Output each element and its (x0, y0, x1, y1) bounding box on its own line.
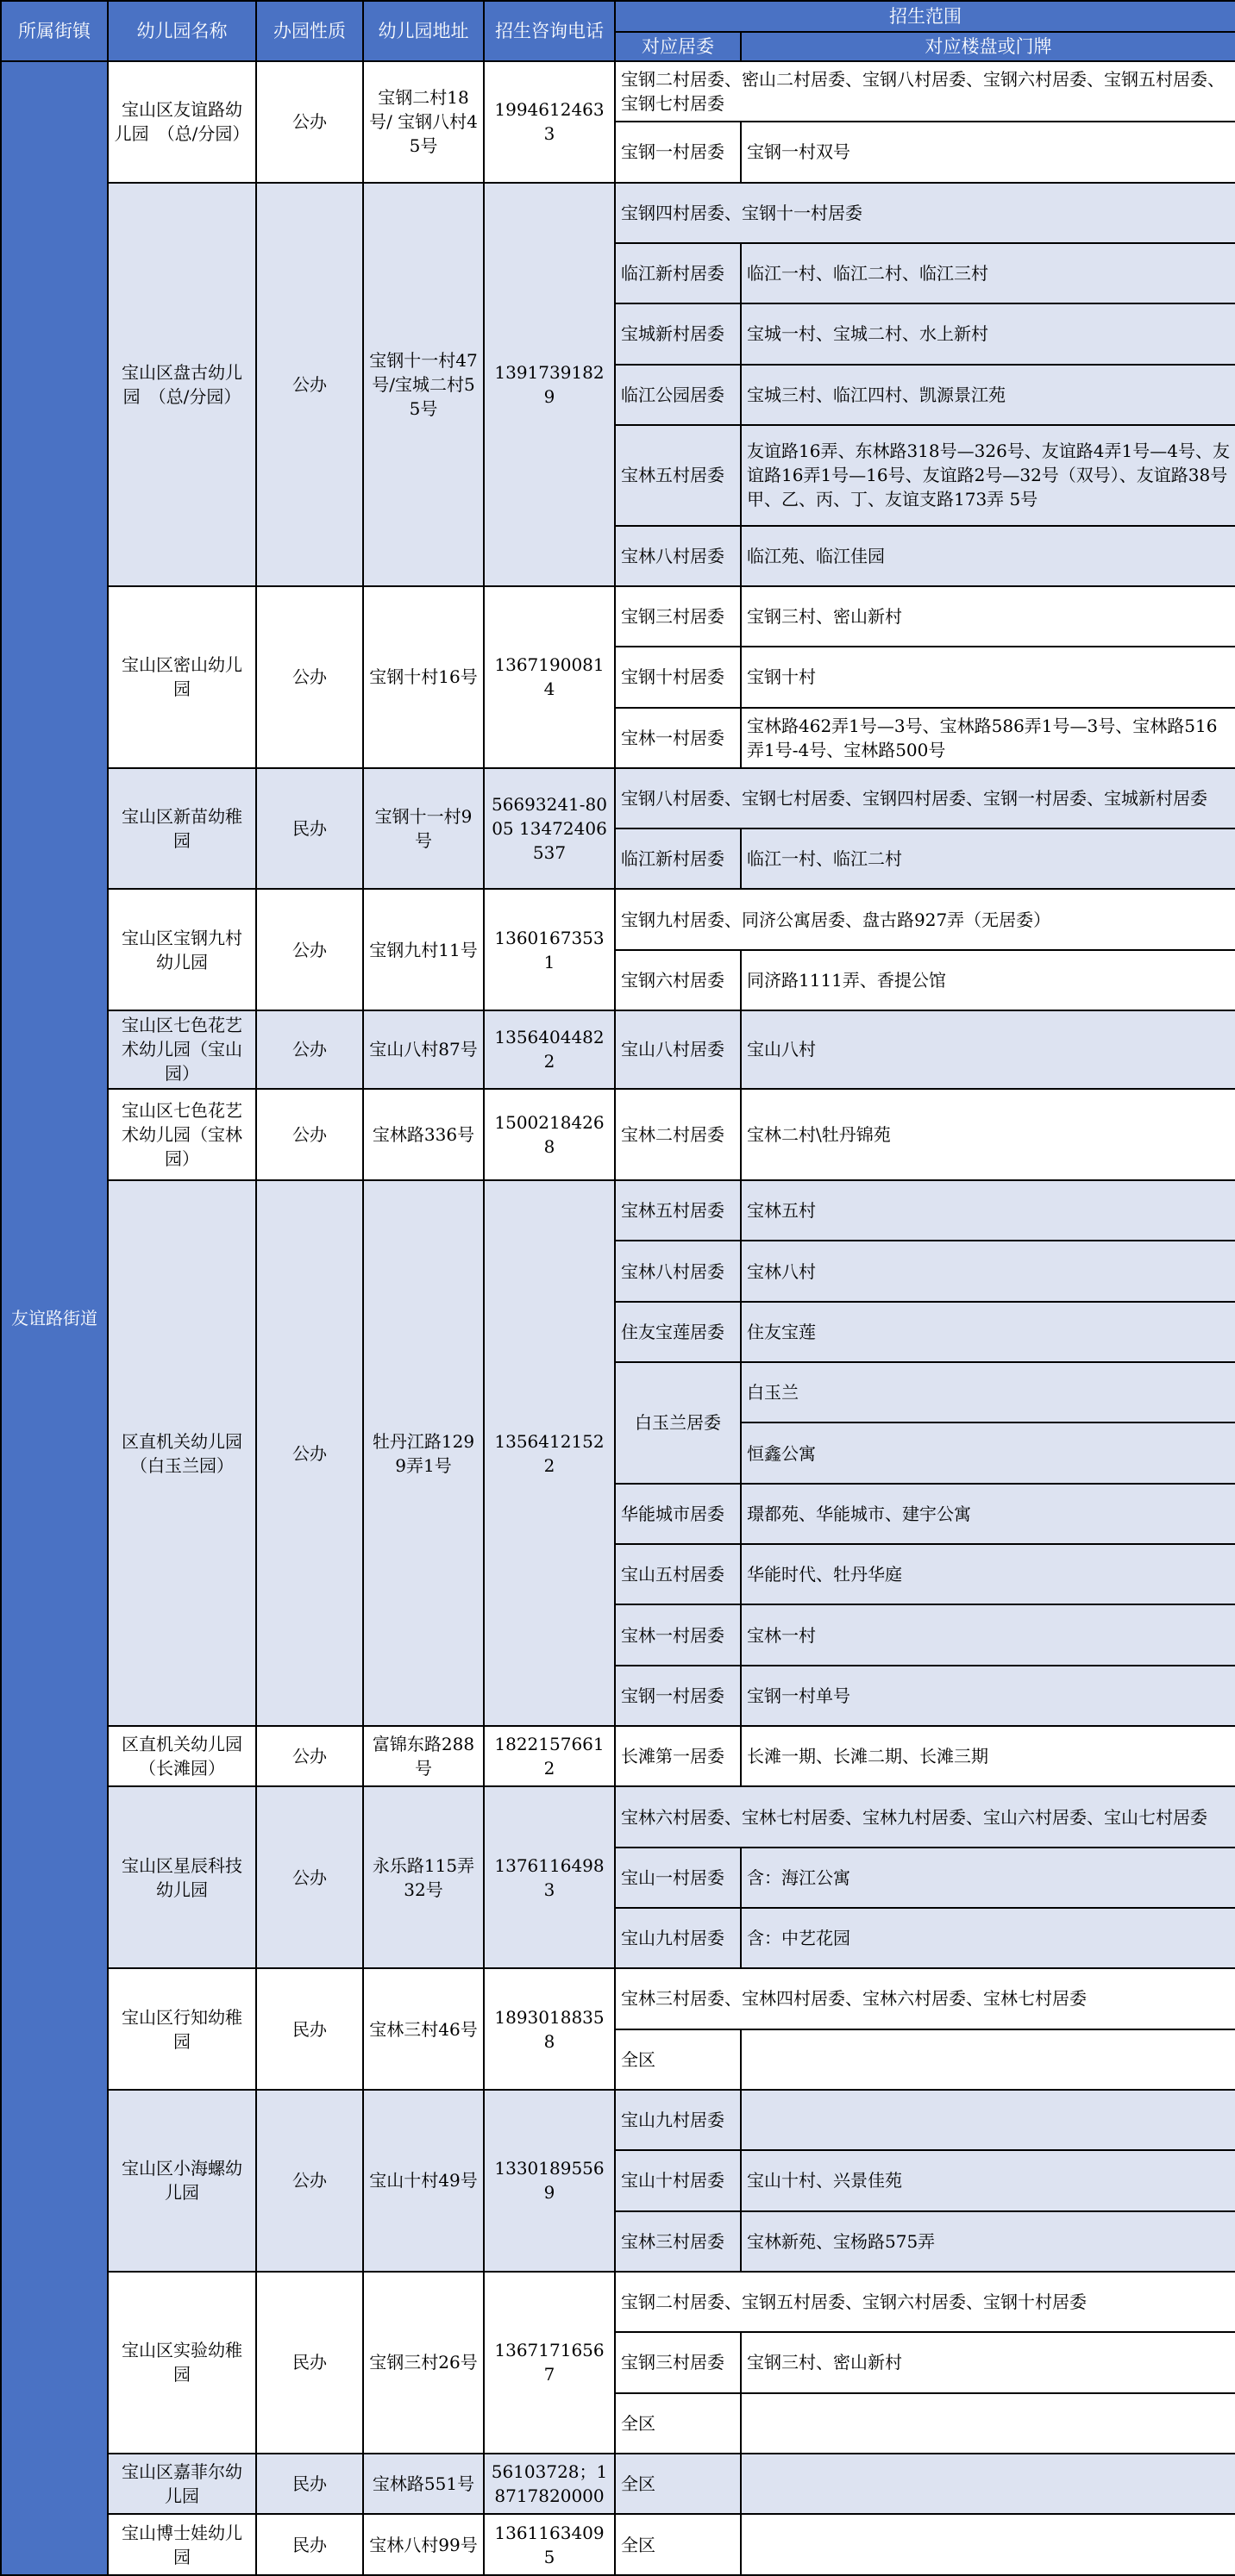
buildings-cell (741, 2029, 1235, 2090)
buildings-cell: 临江一村、临江二村、临江三村 (741, 243, 1235, 303)
kindergarten-address: 宝山八村87号 (363, 1010, 484, 1088)
buildings-cell (741, 2090, 1235, 2150)
buildings-cell: 宝林二村\牡丹锦苑 (741, 1089, 1235, 1181)
committee-cell: 宝山九村居委 (615, 2090, 741, 2150)
committee-cell: 宝山五村居委 (615, 1544, 741, 1604)
table-row (1, 1089, 1235, 1181)
buildings-cell: 同济路1111弄、香提公馆 (741, 950, 1235, 1010)
committee-cell: 宝林八村居委 (615, 1241, 741, 1301)
header-buildings: 对应楼盘或门牌 (741, 32, 1235, 61)
kindergarten-address: 宝林路336号 (363, 1089, 484, 1181)
buildings-cell: 宝钢一村双号 (741, 122, 1235, 182)
kindergarten-phone: 13611634095 (484, 2514, 615, 2575)
kindergarten-name: 宝山博士娃幼儿园 (108, 2514, 256, 2575)
kindergarten-name: 宝山区行知幼稚园 (108, 1968, 256, 2090)
committee-cell: 华能城市居委 (615, 1484, 741, 1544)
table-row (1, 2090, 1235, 2150)
buildings-cell: 友谊路16弄、东林路318号—326号、友谊路4弄1号—4号、友谊路16弄1号—16号、友谊路2号—32号（双号）、友谊路38号甲、乙、丙、丁、友谊支路173弄 5号 (741, 425, 1235, 526)
buildings-cell: 长滩一期、长滩二期、长滩三期 (741, 1726, 1235, 1786)
kindergarten-nature: 公办 (256, 1180, 363, 1726)
kindergarten-address: 宝山十村49号 (363, 2090, 484, 2272)
buildings-cell: 宝林八村 (741, 1241, 1235, 1301)
table-row (1, 586, 1235, 647)
committee-cell: 宝林八村居委 (615, 526, 741, 586)
committee-cell: 宝钢九村居委、同济公寓居委、盘古路927弄（无居委） (615, 889, 1235, 949)
buildings-cell: 宝林五村 (741, 1180, 1235, 1241)
kindergarten-nature: 民办 (256, 2272, 363, 2454)
committee-cell: 临江新村居委 (615, 828, 741, 889)
kindergarten-phone: 13761164983 (484, 1786, 615, 1968)
table-row (1, 1726, 1235, 1786)
committee-cell: 宝钢四村居委、宝钢十一村居委 (615, 183, 1235, 243)
committee-cell: 宝钢八村居委、宝钢七村居委、宝钢四村居委、宝钢一村居委、宝城新村居委 (615, 768, 1235, 828)
committee-cell: 全区 (615, 2393, 741, 2454)
committee-cell: 全区 (615, 2514, 741, 2575)
table-row (1, 61, 1235, 122)
committee-cell: 宝林二村居委 (615, 1089, 741, 1181)
committee-cell: 宝林六村居委、宝林七村居委、宝林九村居委、宝山六村居委、宝山七村居委 (615, 1786, 1235, 1847)
buildings-cell: 宝山十村、兴景佳苑 (741, 2150, 1235, 2210)
kindergarten-address: 宝钢九村11号 (363, 889, 484, 1010)
header-row-1 (1, 1, 1235, 32)
kindergarten-phone: 13671716567 (484, 2272, 615, 2454)
table-row (1, 1010, 1235, 1088)
kindergarten-address: 宝钢十村16号 (363, 586, 484, 768)
header-phone: 招生咨询电话 (484, 1, 615, 61)
header-scope: 招生范围 (615, 1, 1235, 32)
table-row (1, 183, 1235, 243)
committee-cell: 宝山八村居委 (615, 1010, 741, 1088)
table-row (1, 2454, 1235, 2514)
kindergarten-name: 宝山区实验幼稚园 (108, 2272, 256, 2454)
committee-cell: 宝城新村居委 (615, 303, 741, 364)
table-row (1, 2272, 1235, 2332)
kindergarten-address: 宝钢二村18号/ 宝钢八村45号 (363, 61, 484, 183)
committee-cell: 宝山一村居委 (615, 1848, 741, 1908)
buildings-cell: 宝钢一村单号 (741, 1666, 1235, 1726)
buildings-cell: 宝钢十村 (741, 647, 1235, 707)
buildings-cell: 璟都苑、华能城市、建宇公寓 (741, 1484, 1235, 1544)
kindergarten-nature: 民办 (256, 768, 363, 890)
kindergarten-nature: 民办 (256, 2514, 363, 2575)
committee-cell: 宝林三村居委 (615, 2211, 741, 2272)
kindergarten-nature: 公办 (256, 183, 363, 586)
buildings-cell: 宝林路462弄1号—3号、宝林路586弄1号—3号、宝林路516弄1号-4号、宝林路500号 (741, 708, 1235, 768)
kindergarten-nature: 公办 (256, 889, 363, 1010)
table-row (1, 1968, 1235, 2029)
committee-cell: 宝钢六村居委 (615, 950, 741, 1010)
buildings-cell: 宝钢三村、密山新村 (741, 2332, 1235, 2392)
kindergarten-name: 宝山区小海螺幼儿园 (108, 2090, 256, 2272)
street-cell: 友谊路街道 (1, 61, 108, 2575)
kindergarten-nature: 民办 (256, 2454, 363, 2514)
committee-cell: 宝林五村居委 (615, 425, 741, 526)
kindergarten-address: 永乐路115弄32号 (363, 1786, 484, 1968)
committee-cell: 宝钢二村居委、密山二村居委、宝钢八村居委、宝钢六村居委、宝钢五村居委、宝钢七村居委 (615, 61, 1235, 122)
header-nature: 办园性质 (256, 1, 363, 61)
committee-cell: 宝山十村居委 (615, 2150, 741, 2210)
kindergarten-address: 宝林路551号 (363, 2454, 484, 2514)
buildings-cell: 宝城一村、宝城二村、水上新村 (741, 303, 1235, 364)
table-row (1, 768, 1235, 828)
kindergarten-name: 宝山区嘉菲尔幼儿园 (108, 2454, 256, 2514)
kindergarten-phone: 56103728；18717820000 (484, 2454, 615, 2514)
committee-cell: 住友宝莲居委 (615, 1302, 741, 1362)
kindergarten-phone: 18930188358 (484, 1968, 615, 2090)
header-address: 幼儿园地址 (363, 1, 484, 61)
buildings-cell (741, 2514, 1235, 2575)
header-street: 所属街镇 (1, 1, 108, 61)
kindergarten-phone: 19946124633 (484, 61, 615, 183)
committee-cell: 全区 (615, 2454, 741, 2514)
kindergarten-name: 宝山区密山幼儿园 (108, 586, 256, 768)
kindergarten-nature: 民办 (256, 1968, 363, 2090)
kindergarten-name: 区直机关幼儿园（白玉兰园） (108, 1180, 256, 1726)
kindergarten-phone: 13564044822 (484, 1010, 615, 1088)
kindergarten-phone: 18221576612 (484, 1726, 615, 1786)
kindergarten-name: 宝山区宝钢九村幼儿园 (108, 889, 256, 1010)
buildings-cell: 宝城三村、临江四村、凯源景江苑 (741, 365, 1235, 425)
kindergarten-address: 宝钢十一村9号 (363, 768, 484, 890)
kindergarten-phone: 13564121522 (484, 1180, 615, 1726)
buildings-cell: 临江苑、临江佳园 (741, 526, 1235, 586)
table-row (1, 1180, 1235, 1241)
kindergarten-name: 区直机关幼儿园（长滩园） (108, 1726, 256, 1786)
buildings-cell: 宝钢三村、密山新村 (741, 586, 1235, 647)
committee-cell: 临江新村居委 (615, 243, 741, 303)
committee-cell: 宝钢一村居委 (615, 122, 741, 182)
kindergarten-phone: 13917391829 (484, 183, 615, 586)
kindergarten-name: 宝山区盘古幼儿园 （总/分园） (108, 183, 256, 586)
kindergarten-phone: 13671900814 (484, 586, 615, 768)
table-body (1, 61, 1235, 2575)
committee-cell: 宝钢二村居委、宝钢五村居委、宝钢六村居委、宝钢十村居委 (615, 2272, 1235, 2332)
committee-cell: 宝钢一村居委 (615, 1666, 741, 1726)
buildings-cell: 临江一村、临江二村 (741, 828, 1235, 889)
table-row (1, 2514, 1235, 2575)
kindergarten-address: 宝林八村99号 (363, 2514, 484, 2575)
buildings-cell: 含：海江公寓 (741, 1848, 1235, 1908)
buildings-cell: 宝林一村 (741, 1604, 1235, 1665)
kindergarten-nature: 公办 (256, 1010, 363, 1088)
kindergarten-nature: 公办 (256, 1089, 363, 1181)
buildings-cell: 华能时代、牡丹华庭 (741, 1544, 1235, 1604)
committee-cell: 宝山九村居委 (615, 1908, 741, 1968)
kindergarten-name: 宝山区友谊路幼儿园 （总/分园） (108, 61, 256, 183)
buildings-cell: 恒鑫公寓 (741, 1422, 1235, 1483)
buildings-cell: 含：中艺花园 (741, 1908, 1235, 1968)
kindergarten-address: 富锦东路288号 (363, 1726, 484, 1786)
kindergarten-phone: 15002184268 (484, 1089, 615, 1181)
kindergarten-address: 宝林三村46号 (363, 1968, 484, 2090)
kindergarten-address: 牡丹江路1299弄1号 (363, 1180, 484, 1726)
kindergarten-name: 宝山区新苗幼稚园 (108, 768, 256, 890)
committee-cell: 全区 (615, 2029, 741, 2090)
buildings-cell: 住友宝莲 (741, 1302, 1235, 1362)
buildings-cell: 白玉兰 (741, 1362, 1235, 1422)
committee-cell: 宝林一村居委 (615, 1604, 741, 1665)
committee-cell: 宝林一村居委 (615, 708, 741, 768)
committee-cell: 宝钢十村居委 (615, 647, 741, 707)
committee-cell: 宝钢三村居委 (615, 2332, 741, 2392)
kindergarten-nature: 公办 (256, 1786, 363, 1968)
kindergarten-nature: 公办 (256, 61, 363, 183)
header-committee: 对应居委 (615, 32, 741, 61)
committee-cell: 长滩第一居委 (615, 1726, 741, 1786)
kindergarten-nature: 公办 (256, 1726, 363, 1786)
kindergarten-name: 宝山区七色花艺术幼儿园（宝林园） (108, 1089, 256, 1181)
committee-cell: 宝林五村居委 (615, 1180, 741, 1241)
kindergarten-phone: 56693241-8005 13472406537 (484, 768, 615, 890)
buildings-cell: 宝山八村 (741, 1010, 1235, 1088)
kindergarten-name: 宝山区七色花艺术幼儿园（宝山园） (108, 1010, 256, 1088)
kindergarten-address: 宝钢三村26号 (363, 2272, 484, 2454)
header-kindergarten: 幼儿园名称 (108, 1, 256, 61)
kindergarten-name: 宝山区星辰科技幼儿园 (108, 1786, 256, 1968)
committee-cell: 白玉兰居委 (615, 1362, 741, 1484)
kindergarten-address: 宝钢十一村47号/宝城二村55号 (363, 183, 484, 586)
buildings-cell (741, 2393, 1235, 2454)
committee-cell: 宝林三村居委、宝林四村居委、宝林六村居委、宝林七村居委 (615, 1968, 1235, 2029)
committee-cell: 临江公园居委 (615, 365, 741, 425)
committee-cell: 宝钢三村居委 (615, 586, 741, 647)
kindergarten-phone: 13301895569 (484, 2090, 615, 2272)
kindergarten-nature: 公办 (256, 586, 363, 768)
buildings-cell (741, 2454, 1235, 2514)
table-row (1, 1786, 1235, 1847)
buildings-cell: 宝林新苑、宝杨路575弄 (741, 2211, 1235, 2272)
kindergarten-nature: 公办 (256, 2090, 363, 2272)
table-row (1, 889, 1235, 949)
kindergarten-phone: 13601673531 (484, 889, 615, 1010)
